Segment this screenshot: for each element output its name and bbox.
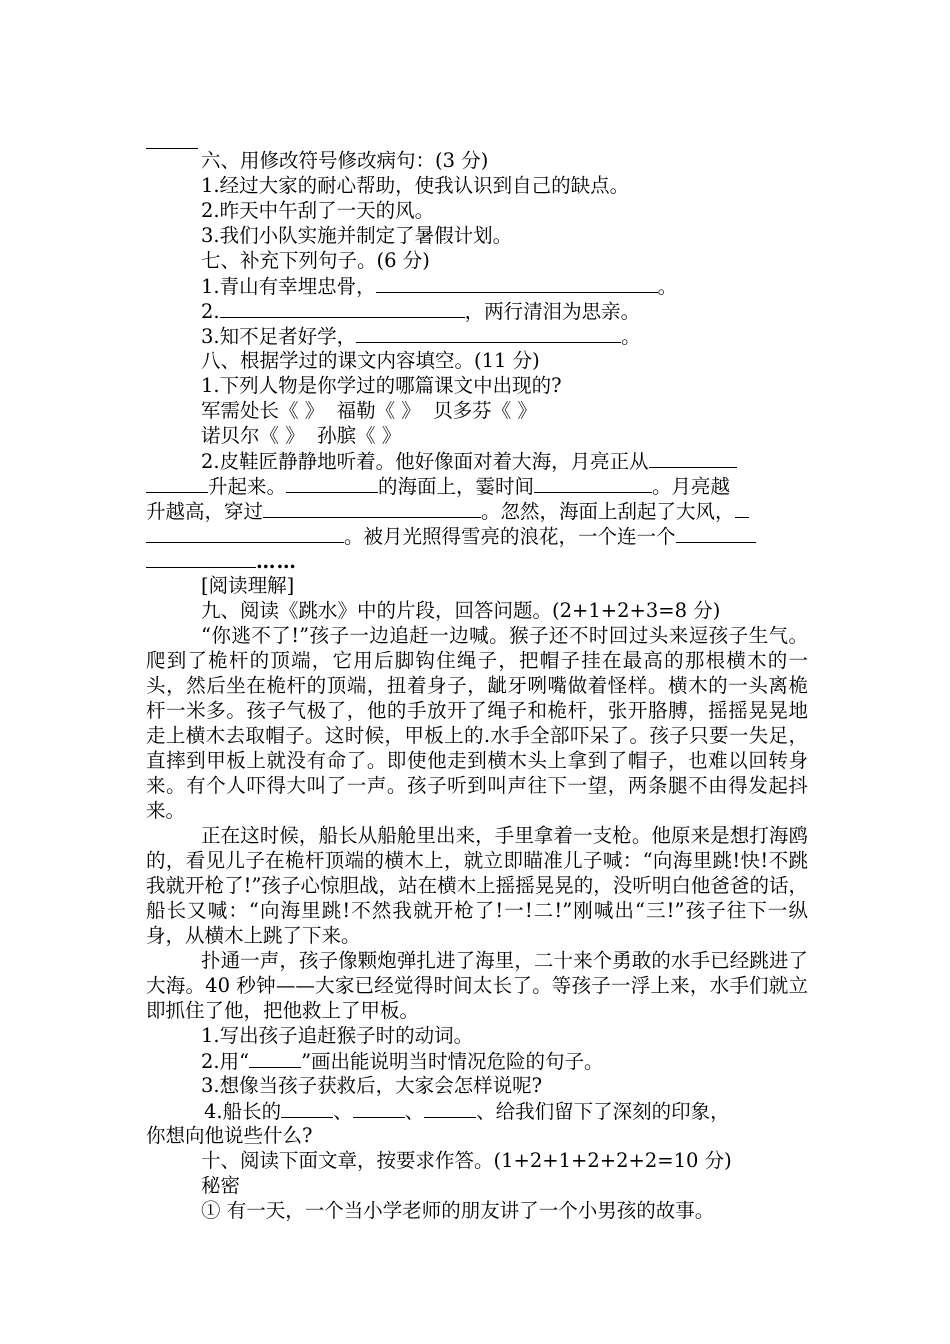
blank[interactable] xyxy=(649,448,737,468)
section-7-title: 七、补充下列句子。(6 分) xyxy=(201,249,430,272)
section-10-title: 十、阅读下面文章，按要求作答。(1+2+1+2+2+2=10 分) xyxy=(201,1149,732,1172)
s9-paragraph-2: 正在这时候，船长从船舱里出来，手里拿着一支枪。他原来是想打海鸥的，看见儿子在桅杆顶端的横木上，就立即瞄准儿子喊：“向海里跳!快!不跳我就开枪了!”孩子心惊胆战，站在横木上摇摇晃晃的，没听明白他爸爸的话，船长又喊：“向海里跳!不然我就开枪了!一!二!”刚喊出“三!”孩子往下一纵身，从横木上跳了下来。 xyxy=(146,824,808,947)
blank[interactable] xyxy=(263,498,481,518)
s10-paragraph-1: ① 有一天，一个当小学老师的朋友讲了一个小男孩的故事。 xyxy=(201,1199,715,1222)
blank[interactable] xyxy=(424,1098,476,1118)
blank[interactable] xyxy=(146,473,208,493)
s8-q2-line1: 2.皮鞋匠静静地听着。他好像面对着大海，月亮正从 xyxy=(146,448,808,473)
s8-q1: 1.下列人物是你学过的哪篇课文中出现的? xyxy=(201,374,562,397)
blank[interactable] xyxy=(376,273,658,293)
blank[interactable] xyxy=(281,1098,333,1118)
s8-q2-line3: 升越高，穿过 。忽然，海面上刮起了大风， xyxy=(146,498,808,523)
reading-heading: [阅读理解] xyxy=(201,574,295,597)
s9-q4-line2: 你想向他说些什么? xyxy=(146,1124,313,1147)
s9-paragraph-1: “你逃不了!”孩子一边追赶一边喊。猴子还不时回过头来逗孩子生气。爬到了桅杆的顶端，它用后脚钩住绳子，把帽子挂在最高的那根横木的一头，然后坐在桅杆的顶端，扭着身子，龇牙咧嘴做着怪样。横木的一头离桅杆一米多。孩子气极了，他的手放开了绳子和桅杆，张开胳膊，摇摇晃晃地走上横木去取帽子。这时候，甲板上的.水手全部吓呆了。孩子只要一失足，直摔到甲板上就没有命了。即使他走到横木头上拿到了帽子，也难以回转身来。有个人吓得大叫了一声。孩子听到叫声往下一望，两条腿不由得发起抖来。 xyxy=(146,624,808,822)
s6-item-1: 1.经过大家的耐心帮助，使我认识到自己的缺点。 xyxy=(201,174,630,197)
blank[interactable] xyxy=(676,523,756,543)
s8-q2-line5: …… xyxy=(146,548,808,573)
s8-q1-row1: 军需处长《 》 福勒《 》 贝多芬《 》 xyxy=(201,399,537,422)
s6-item-2: 2.昨天中午刮了一天的风。 xyxy=(201,199,435,222)
section-9-title: 九、阅读《跳水》中的片段，回答问题。(2+1+2+3=8 分) xyxy=(201,599,721,622)
s7-item-3: 3.知不足者好学， 。 xyxy=(201,325,641,348)
blank[interactable] xyxy=(220,298,465,318)
s9-q2: 2.用“ ”画出能说明当时情况危险的句子。 xyxy=(201,1050,604,1073)
s9-q3: 3.想像当孩子获救后，大家会怎样说呢? xyxy=(201,1074,543,1097)
blank[interactable] xyxy=(735,498,749,518)
blank[interactable] xyxy=(146,523,344,543)
blank[interactable] xyxy=(356,323,621,343)
section-6-title: 六、用修改符号修改病句：(3 分) xyxy=(201,149,489,172)
blank[interactable] xyxy=(353,1098,405,1118)
s9-q1: 1.写出孩子追赶猴子时的动词。 xyxy=(201,1024,474,1047)
s6-item-3: 3.我们小队实施并制定了暑假计划。 xyxy=(201,224,513,247)
blank[interactable] xyxy=(286,473,378,493)
blank[interactable] xyxy=(534,473,652,493)
s8-q2-line4: 。被月光照得雪亮的浪花，一个连一个 xyxy=(146,523,808,548)
s8-q2-line2: 升起来。 的海面上，霎时间 。月亮越 xyxy=(146,473,808,498)
s9-q4-line1: 4.船长的 、 、 、给我们留下了深刻的印象， xyxy=(204,1100,730,1123)
worksheet-page xyxy=(146,120,808,1223)
blank[interactable] xyxy=(146,548,256,568)
section-8-title: 八、根据学过的课文内容填空。(11 分) xyxy=(201,349,540,372)
s8-q1-row2: 诺贝尔《 》 孙膑《 》 xyxy=(201,424,402,447)
s9-paragraph-3: 扑通一声，孩子像颗炮弹扎进了海里，二十来个勇敢的水手已经跳进了大海。40 秒钟——大家已经觉得时间太长了。等孩子一浮上来，水手们就立即抓住了他，把他救上了甲板。 xyxy=(146,949,808,1022)
s7-item-2: 2. ，两行清泪为思亲。 xyxy=(201,300,641,323)
s7-item-1: 1.青山有幸埋忠骨， 。 xyxy=(201,275,678,298)
s10-article-title: 秘密 xyxy=(201,1174,241,1197)
blank[interactable] xyxy=(249,1048,301,1068)
